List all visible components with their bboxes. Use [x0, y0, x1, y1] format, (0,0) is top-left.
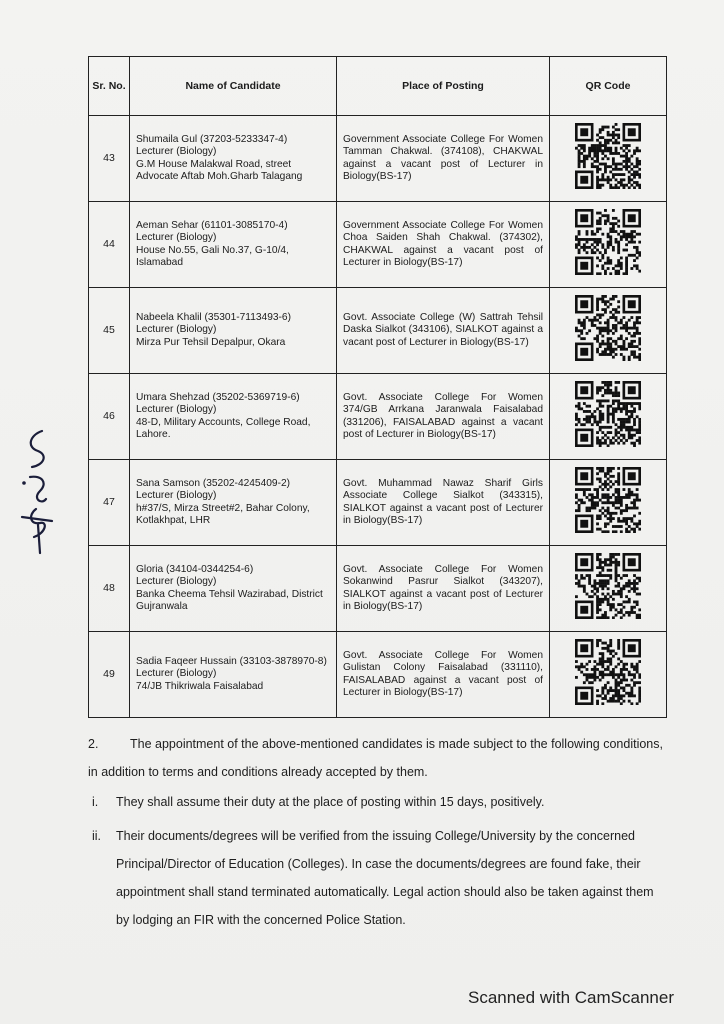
paragraph-number: 2.: [88, 737, 99, 751]
candidate-cell: [130, 116, 337, 202]
table-row: [89, 202, 667, 288]
candidate-cell: [130, 546, 337, 632]
candidate-cell: [130, 202, 337, 288]
condition-numeral: ii.: [92, 829, 102, 843]
condition-item: [92, 822, 666, 934]
candidate-address: h#37/S, Mirza Street#2, Bahar Colony, Kotlakhpat, LHR: [136, 502, 310, 526]
header-sr-no: Sr. No.: [89, 57, 130, 116]
candidate-cell: [130, 632, 337, 718]
qr-cell: [550, 546, 667, 632]
candidate-name: Shumaila Gul (37203-5233347-4): [136, 133, 288, 145]
candidate-cell: [130, 460, 337, 546]
table-row: [89, 116, 667, 202]
table-row: [89, 460, 667, 546]
table-row: [89, 374, 667, 460]
candidate-designation: Lecturer (Biology): [136, 404, 217, 415]
qr-code-icon: [575, 295, 641, 361]
qr-cell: [550, 116, 667, 202]
candidate-designation: Lecturer (Biology): [136, 490, 217, 501]
camscanner-watermark: Scanned with CamScanner: [467, 988, 674, 1007]
candidate-cell: [130, 374, 337, 460]
sr-no-cell: 45: [89, 288, 130, 374]
qr-code-icon: [575, 553, 641, 619]
sr-no-cell: 47: [89, 460, 130, 546]
condition-item: [92, 788, 666, 816]
header-qr-code: QR Code: [550, 57, 667, 116]
condition-text: Their documents/degrees will be verified from the issuing College/University by the concerned Principal/Director of Education (Colleges). In case the documents/degrees are found fake, their appointment shall stand terminated automatically. Legal action should also be taken against them by lodging an FIR with the concerned Police Station.: [116, 829, 654, 927]
qr-code-icon: [575, 381, 641, 447]
sr-no-cell: 48: [89, 546, 130, 632]
qr-code-icon: [575, 467, 641, 533]
qr-cell: [550, 202, 667, 288]
candidate-designation: Lecturer (Biology): [136, 668, 217, 680]
candidate-address: Banka Cheema Tehsil Wazirabad, District Gujranwala: [136, 588, 323, 612]
qr-code-icon: [575, 123, 641, 189]
candidate-designation: Lecturer (Biology): [136, 576, 217, 587]
condition-text: They shall assume their duty at the place of posting within 15 days, positively.: [116, 795, 545, 809]
posting-cell: Govt. Associate College (W) Sattrah Tehsil Daska Sialkot (343106), SIALKOT against a vacant post of Lecturer in Biology(BS-17): [337, 288, 550, 374]
candidate-name: Sana Samson (35202-4245409-2): [136, 477, 291, 489]
table-row: [89, 632, 667, 718]
candidate-designation: Lecturer (Biology): [136, 324, 217, 336]
candidate-address: House No.55, Gali No.37, G-10/4, Islamabad: [136, 244, 289, 268]
qr-cell: [550, 374, 667, 460]
candidate-designation: Lecturer (Biology): [136, 146, 217, 157]
candidate-name: Gloria (34104-0344254-6): [136, 563, 254, 575]
candidate-name: Sadia Faqeer Hussain (33103-3878970-8): [136, 655, 327, 667]
paragraph-text: The appointment of the above-mentioned candidates is made subject to the following conditions, in addition to terms and conditions already accepted by them.: [88, 737, 663, 779]
table-row: [89, 288, 667, 374]
qr-cell: [550, 460, 667, 546]
header-name-of-candidate: Name of Candidate: [130, 57, 337, 116]
candidate-name: Nabeela Khalil (35301-7113493-6): [136, 311, 291, 323]
table-header-row: [89, 57, 667, 116]
candidate-address: 74/JB Thikriwala Faisalabad: [136, 680, 264, 692]
paragraph-2: [88, 730, 668, 786]
posting-cell: Government Associate College For Women Tamman Chakwal. (374108), CHAKWAL against a vacant post of Lecturer in Biology(BS-17): [337, 116, 550, 202]
sr-no-cell: 46: [89, 374, 130, 460]
posting-cell: Government Associate College For Women Choa Saiden Shah Chakwal. (374302), CHAKWAL against a vacant post of Lecturer in Biology(BS-17): [337, 202, 550, 288]
posting-table: [88, 56, 667, 718]
posting-cell: Govt. Associate College For Women Gulistan Colony Faisalabad (331110), FAISALABAD against a vacant post of Lecturer in Biology(BS-17): [337, 632, 550, 718]
posting-cell: Govt. Muhammad Nawaz Sharif Girls Associate College Sialkot (343315), SIALKOT against a vacant post of Lecturer in Biology(BS-17): [337, 460, 550, 546]
table-body: [89, 116, 667, 718]
candidate-name: Umara Shehzad (35202-5369719-6): [136, 391, 300, 403]
qr-cell: [550, 288, 667, 374]
sr-no-cell: 44: [89, 202, 130, 288]
condition-numeral: i.: [92, 795, 99, 809]
qr-code-icon: [575, 209, 641, 275]
posting-cell: Govt. Associate College For Women Sokanwind Pasrur Sialkot (343207), SIALKOT against a vacant post of Lecturer in Biology(BS-17): [337, 546, 550, 632]
header-place-of-posting: Place of Posting: [337, 57, 550, 116]
sr-no-cell: 43: [89, 116, 130, 202]
table-row: [89, 546, 667, 632]
posting-cell: Govt. Associate College For Women 374/GB Arrkana Jaranwala Faisalabad (331206), FAISALABAD against a vacant post of Lecturer in Biology(BS-17): [337, 374, 550, 460]
handwritten-signature: [12, 425, 60, 555]
qr-code-icon: [575, 639, 641, 705]
candidate-address: Mirza Pur Tehsil Depalpur, Okara: [136, 336, 286, 348]
candidate-address: 48-D, Military Accounts, College Road, Lahore.: [136, 416, 311, 440]
sr-no-cell: 49: [89, 632, 130, 718]
candidate-name: Aeman Sehar (61101-3085170-4): [136, 219, 288, 231]
candidate-address: G.M House Malakwal Road, street Advocate Aftab Moh.Gharb Talagang: [136, 158, 303, 182]
qr-cell: [550, 632, 667, 718]
candidate-cell: [130, 288, 337, 374]
candidate-designation: Lecturer (Biology): [136, 232, 217, 243]
